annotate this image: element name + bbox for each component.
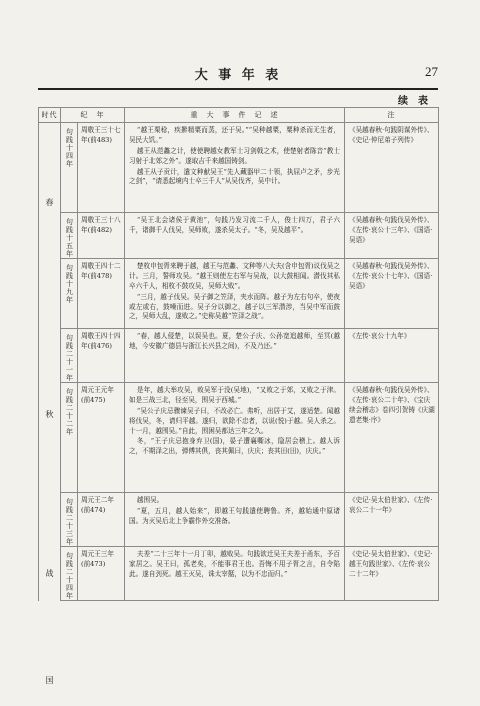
era-label: 国 (45, 676, 54, 685)
reign-year-label: 句践二十三年 (65, 498, 74, 546)
events-cell (125, 329, 345, 383)
notes-cell: 《吴越春秋·句践伐吴外传》、《左传·哀公十三年》、《国语·吴语》 (345, 213, 439, 259)
event-paragraph: “三月，越子伐吴。吴子御之笠泽，夹水而阵。越子为左右句卒，使夜或左或右，鼓噪而进。吴子分以御之，越子以三军潜涉，当吴中军而鼓之，吴师大乱，遂败之。”史称吴越“笠泽之战”。 (129, 292, 340, 321)
page-header (38, 62, 438, 84)
table-row (39, 123, 439, 213)
table-row (39, 259, 439, 329)
table-row (39, 329, 439, 383)
events-cell (125, 213, 345, 259)
event-paragraph: 是年，越大举攻吴，败吴军于没(吴地)，“又败之于郊，又败之于津。如是三战三北，径至吴，围吴于西城。” (129, 386, 340, 404)
table-row (39, 547, 439, 601)
event-paragraph: 夫差“二十三年十一月丁卯，越败吴。句践欲迁吴王夫差于甬东，予百家居之。吴王曰，孤老矣，不能事君王也。吾悔不用子胥之言，自令陷此。遂自刭死。越王灭吴，诛太宰嚭，以为不忠而归。” (129, 550, 340, 578)
table-row (39, 213, 439, 259)
reign-cell (61, 123, 78, 213)
event-paragraph: “吴公子庆忌骤谏吴子曰，不改必亡。弗听，出居于艾，遂适楚。闻越将伐吴，冬，请归平越。遂归，欲除不忠者，以说(悦)于越。吴人杀之。十一月，越围吴。”自此，围困吴都达三年之久。 (129, 406, 340, 435)
reign-cell (61, 547, 78, 601)
reign-year-label: 句践十五年 (65, 218, 74, 258)
notes-cell: 《史记·吴太伯世家》、《左传·哀公二十一年》 (345, 493, 439, 547)
era-year-cell: 周敬王四十二年(前478) (78, 259, 125, 329)
page-number: 27 (425, 64, 438, 79)
reign-cell (61, 493, 78, 547)
events-cell (125, 547, 345, 601)
reign-cell (61, 213, 78, 259)
era-label: 战 (45, 569, 54, 578)
table-header-row (39, 108, 439, 123)
notes-cell: 《吴越春秋·句践伐吴外传》、《左传·哀公二十年》、《宝庆续会稽志》卷四引贺铸《庆湖遗老集·序》 (345, 383, 439, 493)
era-year-cell: 周敬王三十八年(前482) (78, 213, 125, 259)
era-column (39, 123, 61, 685)
event-paragraph: “吴王北会诸侯于黄池”，句践乃发习流二千人，俊士四万，君子六千，诸御千人伐吴，吴师败，遂杀吴太子。“冬，吴及越平”。 (129, 216, 340, 234)
event-paragraph: 越围吴。 (136, 496, 164, 504)
reign-cell (61, 259, 78, 329)
chronology-table (38, 107, 439, 685)
reign-year-label: 句践二十四年 (65, 552, 74, 600)
reign-year-label: 句践十九年 (65, 264, 74, 304)
era-label: 春 (45, 198, 54, 207)
event-paragraph: 楚枚申包胥来聘于越，越王与范蠡、文种等八大夫(含申包胥)议伐吴之计。三月，誓师攻吴。“越王则使左右军与吴战，以大鼓相闻。潜伐其私卒六千人，相枚不鼓攻吴，吴师大败”。 (129, 262, 340, 290)
reign-year-label: 句践二十一年 (65, 334, 74, 382)
era-year-cell: 周敬王三十七年(前483) (78, 123, 125, 213)
col-header-era: 时代 (39, 108, 61, 123)
col-header-year: 纪 年 (61, 108, 125, 123)
reign-cell (61, 329, 78, 383)
page-title: 大 事 年 表 (194, 68, 282, 83)
era-year-cell: 周元王三年(前473) (78, 547, 125, 601)
col-header-events: 重 大 事 件 记 述 (125, 108, 345, 123)
notes-cell: 《吴越春秋·句践阴谋外传》、《史记·仲尼弟子列传》 (345, 123, 439, 213)
era-year-cell: 周元王元年(前475) (78, 383, 125, 493)
notes-cell: 《吴越春秋·句践伐吴外传》、《左传·哀公十七年》、《国语·吴语》 (345, 259, 439, 329)
table-row (39, 493, 439, 547)
era-label: 秋 (45, 410, 54, 419)
events-cell (125, 493, 345, 547)
event-paragraph: “越王栗稔，疾擀精粟而蒸，还于吴。”“吴种越粟，粟种杀而无生者，吴民大饥。” (129, 126, 340, 144)
reign-cell (61, 383, 78, 493)
notes-cell: 《左传·哀公十九年》 (345, 329, 439, 383)
continued-label: 续表 (398, 96, 438, 107)
events-cell (125, 259, 345, 329)
table-row (39, 383, 439, 493)
era-year-cell: 周敬王四十四年(前476) (78, 329, 125, 383)
events-cell (125, 383, 345, 493)
era-year-cell: 周元王二年(前474) (78, 493, 125, 547)
event-paragraph: “春，越人侵楚，以误吴也。夏，楚公子庆、公孙宽追越师，至冥(越地，今安徽广德县与浙江长兴县之间)，不及乃还。” (129, 332, 340, 350)
notes-cell: 《史记·吴太伯世家》、《史记·越王句践世家》、《左传·哀公二十二年》 (345, 547, 439, 601)
col-header-notes: 注 (345, 108, 439, 123)
event-paragraph: “夏，五月，越人始来”，即越王句践遣使聘鲁。齐，越始通中原诸国。为灭吴后北上争霸作外交准备。 (129, 506, 340, 525)
events-cell (125, 123, 345, 213)
reign-year-label: 句践二十二年 (65, 388, 74, 436)
reign-year-label: 句践十四年 (65, 128, 74, 168)
header-rule (38, 88, 438, 90)
event-paragraph: 越王从子贡计，遣文种献吴王“先人藏器甲二十领，执屈卢之矛，步光之剑”，“请悉起境内士卒三千人”从吴伐齐，吴中计。 (129, 167, 340, 186)
event-paragraph: 越王从范蠡之计，使使聘越女教军士习剑戟之术，使楚射者陈音“教士习射于北郊之外”。遂取吉千来越国铸剑。 (129, 146, 340, 165)
event-paragraph: 冬，“王子庆忌抱身弃卫(国)，晏子遭襄嘶冰，隐居会稽上。越人诉之，不期泽之出，弹傅其俱，丧其佩曰，庆庆；丧其田(田)，庆庆。” (129, 437, 340, 456)
